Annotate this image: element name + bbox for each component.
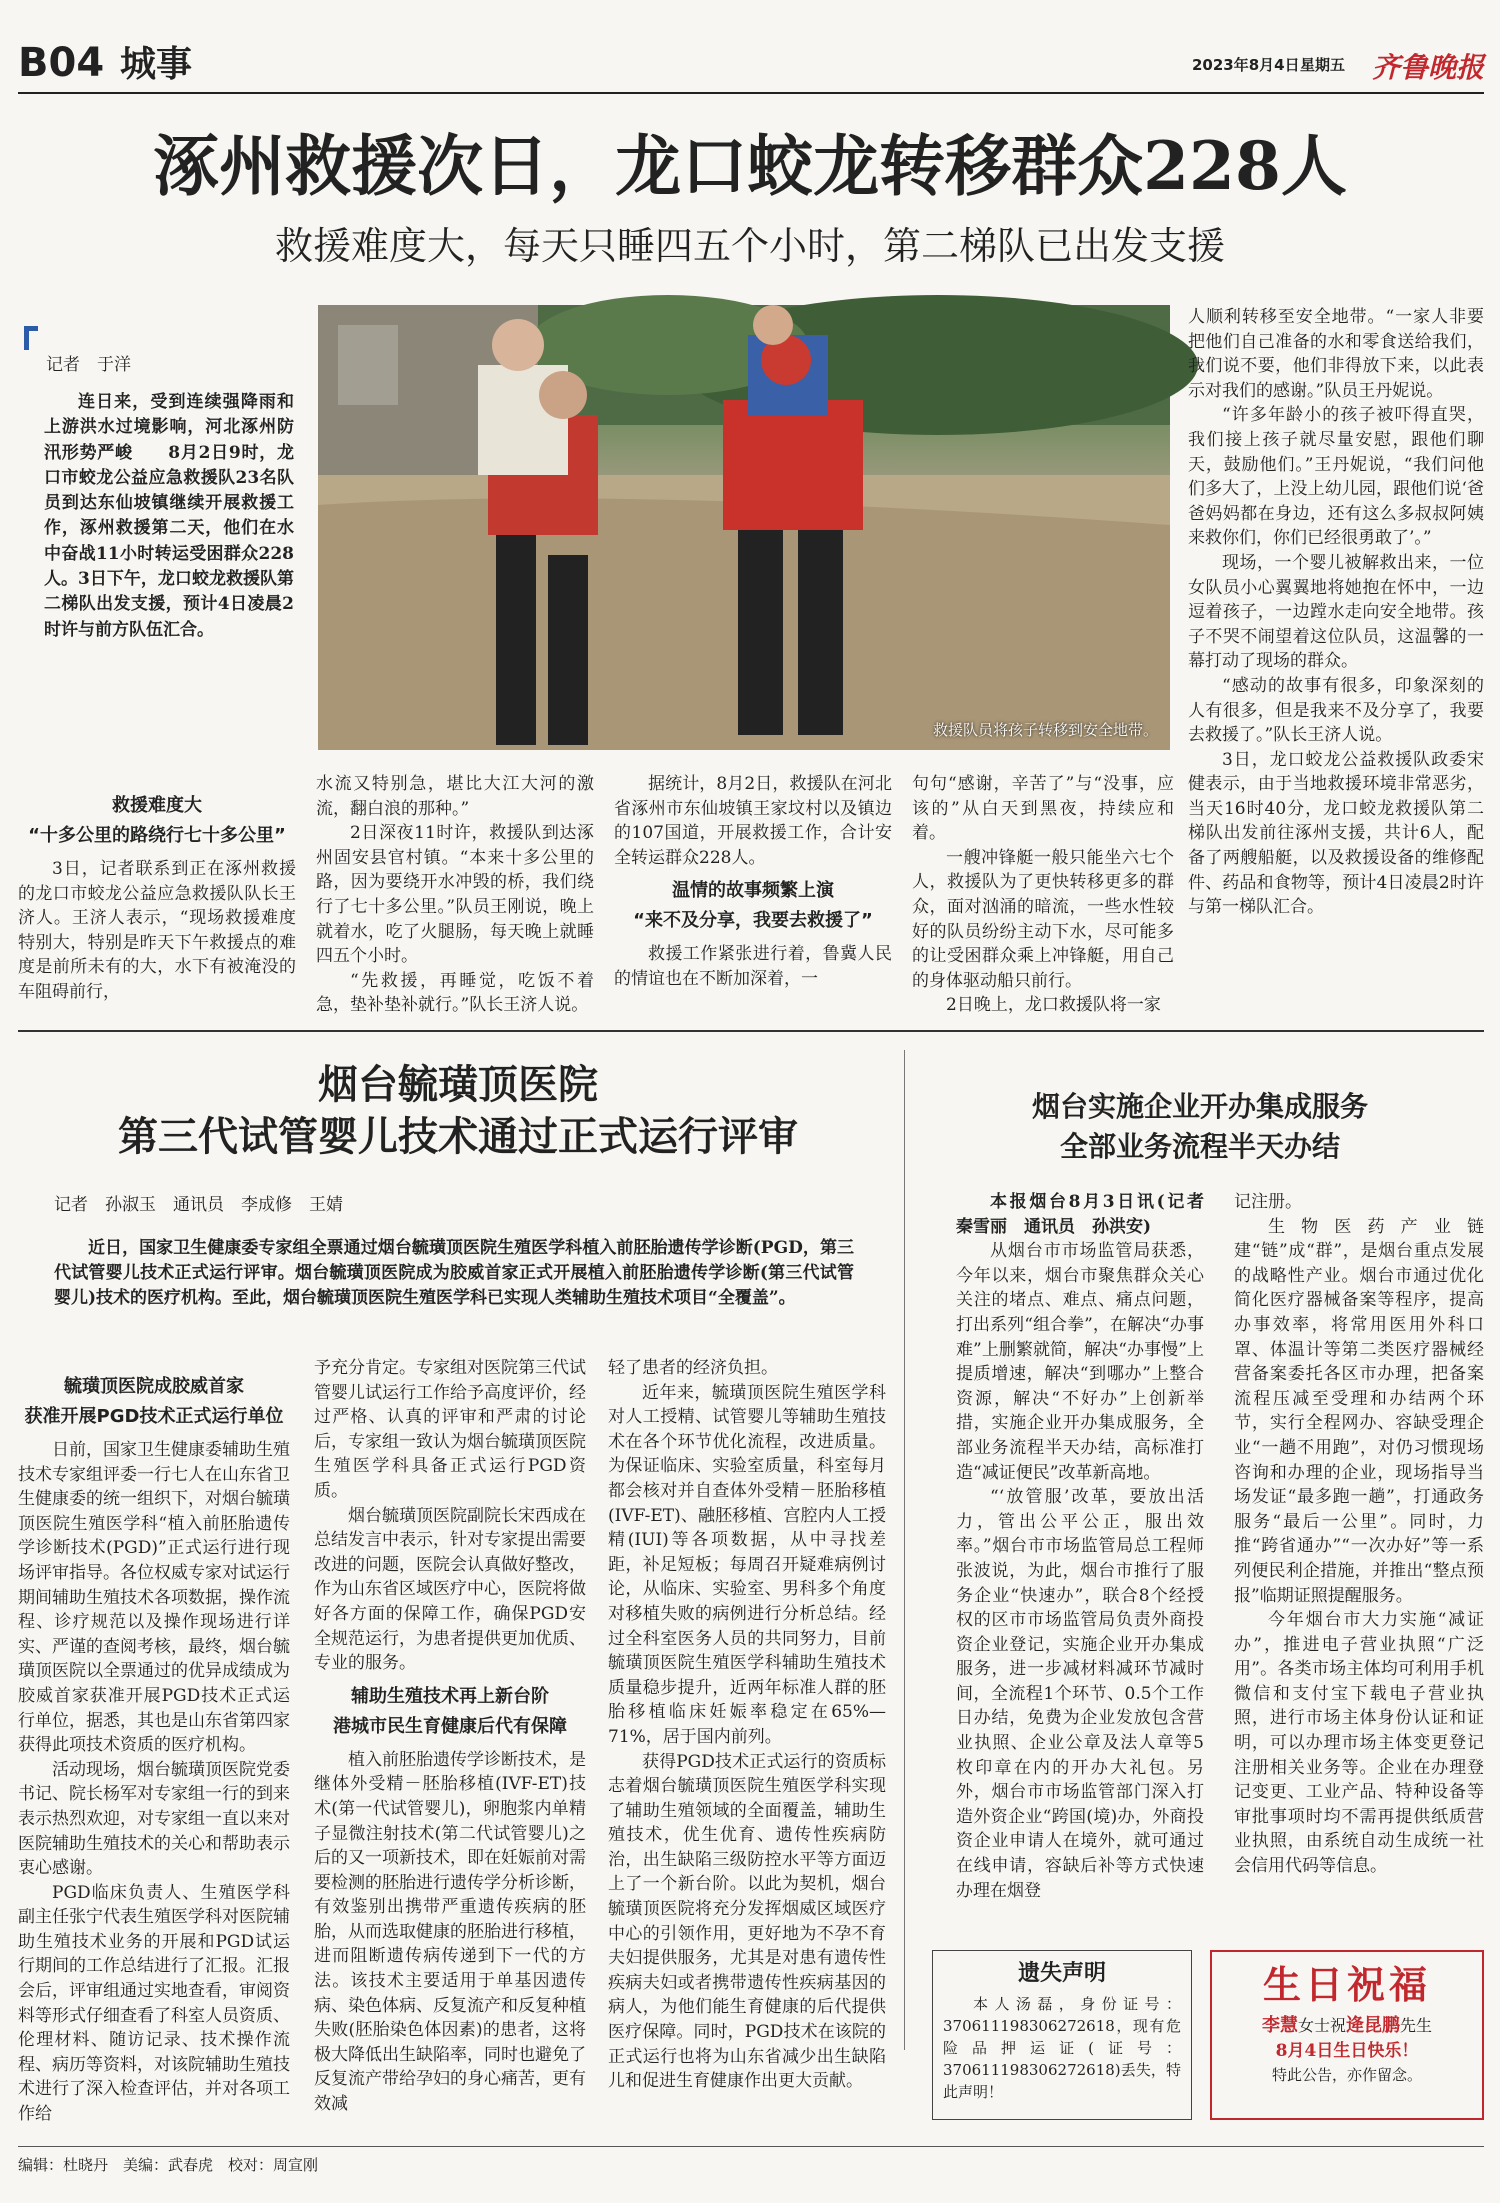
article1-col4 [912, 772, 1174, 1017]
article1-right-p1: 人顺利转移至安全地带。“一家人非要把他们自己准备的水和零食送给我们，我们说不要，他们非得放下来，以此表示对我们的感谢。”队员王丹妮说。 [1188, 307, 1484, 401]
article1-col2-p2: 2日深夜11时许，救援队到达涿州固安县官村镇。“本来十多公里的路，因为要绕开水冲毁的桥，我们绕行了七十多公里。”队员王刚说，晚上就着水，吃了火腿肠，每天晚上就睡四五个小时。 [316, 823, 594, 967]
article3-col2 [1234, 1190, 1484, 1910]
footer-editors: 编辑：杜晓丹 美编：武春虎 校对：周宣刚 [18, 2156, 319, 2174]
article2-sub2b: 港城市民生育健康后代有保障 [333, 1715, 567, 1737]
article1-col4-p2: 一艘冲锋艇一般只能坐六七个人，救援队为了更快转移更多的群众，面对汹涌的暗流，一些水性较好的队员纷纷主动下水，尽可能多的让受困群众乘上冲锋艇，用自己的身体驱动船只前行。 [912, 847, 1174, 991]
photo-illustration [318, 305, 1170, 750]
article2-col1-p1: 日前，国家卫生健康委辅助生殖技术专家组评委一行七人在山东省卫生健康委的统一组织下，对烟台毓璜顶医院生殖医学科“植入前胚胎遗传学诊断技术(PGD)”正式运行进行现场评审指导。各位权威专家对试运行期间辅助生殖技术各项数据，操作流程、诊疗规范以及操作现场进行详实、严谨的查阅考核，最终，烟台毓璜顶医院以全票通过的优异成绩成为胶威首家获准开展PGD技术正式运行单位，据悉，其也是山东省第四家获得此项技术资质的医疗机构。 [18, 1440, 290, 1756]
birthday-line2: 8月4日生日快乐！ [1275, 2041, 1419, 2061]
article1-rule [18, 1030, 1484, 1032]
article1-right-p3: 现场，一个婴儿被解救出来，一位女队员小心翼翼地将她抱在怀中，一边逗着孩子，一边蹚水走向安全地带。孩子不哭不闹望着这位队员，这温馨的一幕打动了现场的群众。 [1188, 552, 1484, 672]
article3-col1 [956, 1190, 1221, 1910]
article1-lead-text: 连日来，受到连续强降雨和上游洪水过境影响，河北涿州防汛形势严峻 8月2日9时，龙口市蛟龙公益应急救援队23名队员到达东仙坡镇继续开展救援工作，涿州救援第二天，他们在水中奋战11小时转运受困群众228人。3日下午，龙口蛟龙救援队第二梯队出发支援，预计4日凌晨2时许与前方队伍汇合。 [44, 392, 294, 640]
article2-col2-p2: 烟台毓璜顶医院副院长宋西成在总结发言中表示，针对专家提出需要改进的问题，医院会认真做好整改，作为山东省区域医疗中心，医院将做好各方面的保障工作，确保PGD安全规范运行，为患者提供更加优质、专业的服务。 [314, 1505, 586, 1674]
article2-col1-p2: 活动现场，烟台毓璜顶医院党委书记、院长杨军对专家组一行的到来表示热烈欢迎，对专家组一直以来对医院辅助生殖技术的关心和帮助表示衷心感谢。 [18, 1759, 290, 1879]
article2-col3 [608, 1356, 886, 2092]
article2-sub1a: 毓璜顶医院成胶威首家 [64, 1376, 244, 1397]
article3-col2-p3: 今年烟台市大力实施“减证办”，推进电子营业执照“广泛用”。各类市场主体均可利用手机微信和支付宝下载电子营业执照，进行市场主体身份认证和证明，可以办理市场主体变更登记注册相关业务等。企业在办理登记变更、工业产品、特种设备等审批事项时均不需再提供纸质营业执照，由系统自动生成统一社会信用代码等信息。 [1234, 1610, 1484, 1877]
article1-right-p4: “感动的故事有很多，印象深刻的人有很多，但是我来不及分享了，我要去救援了。”队长王济人说。 [1188, 675, 1484, 746]
article3-byline: 本报烟台8月3日讯(记者 秦雪丽 通讯员 孙洪安) [956, 1192, 1221, 1237]
article2-col1-p3: PGD临床负责人、生殖医学科副主任张宁代表生殖医学科对医院辅助生殖技术业务的开展和PGD试运行期间的工作总结进行了汇报。汇报会后，评审组通过实地查看，审阅资料等形式仔细查看了科室人员资质、伦理材料、随访记录、技术操作流程、病历等资料，对该院辅助生殖技术进行了深入检查评估，并对各项工作给 [18, 1882, 290, 2125]
article1-byline: 记者 于洋 [46, 355, 131, 375]
article1-title: 涿州救援次日，龙口蛟龙转移群众228人 [153, 127, 1347, 205]
column-divider [904, 1050, 905, 2050]
article2-sub1b: 获准开展PGD技术正式运行单位 [24, 1406, 284, 1427]
article2-col2-p1: 予充分肯定。专家组对医院第三代试管婴儿试运行工作给予高度评价，经过严格、认真的评审和严肃的讨论后，专家组一致认为烟台毓璜顶医院生殖医学科具备正式运行PGD资质。 [314, 1358, 586, 1501]
article1-right-p2: “许多年龄小的孩子被吓得直哭，我们接上孩子就尽量安慰，跟他们聊天，鼓励他们。”王丹妮说，“我们问他们多大了，上没上幼儿园，跟他们说‘爸爸妈妈都在身边，还有这么多叔叔阿姨来救你们，你们已经很勇敢了’。” [1188, 405, 1484, 549]
article2-col2-p3: 植入前胚胎遗传学诊断技术，是继体外受精－胚胎移植(IVF-ET)技术(第一代试管婴儿)，卵胞浆内单精子显微注射技术(第二代试管婴儿)之后的又一项新技术，即在妊娠前对需要检测的胚胎进行遗传学分析诊断，有效鉴别出携带严重遗传疾病的胚胎，从而选取健康的胚胎进行移植，进而阻断遗传病传递到下一代的方法。该技术主要适用于单基因遗传病、染色体病、反复流产和反复种植失败(胚胎染色体因素)的患者，这将极大降低出生缺陷率，同时也避免了反复流产带给孕妇的身心痛苦，更有效减 [314, 1749, 586, 2115]
article1-sub3a: 温情的故事频繁上演 [672, 880, 834, 902]
header-rule [18, 92, 1484, 94]
article3-col1-p2: “‘放管服’改革，要放出活力，管出公平公正，服出效率。”烟台市市场监管局总工程师张波说，为此，烟台市推行了服务企业“快速办”，联合8个经授权的区市市场监管局负责外商投资企业登记，实施企业开办集成服务，进一步减材料减环节减时间，全流程1个环节、0.5个工作日办结，免费为企业发放包含营业执照、企业公章及法人章等5枚印章在内的开办大礼包。另外，烟台市市场监管部门深入打造外资企业“跨国(境)办，外商投资企业申请人在境外，就可通过在线申请，容缺后补等方式快速办理在烟登 [956, 1487, 1204, 1901]
article1-col3-p1: 据统计，8月2日，救援队在河北省涿州市东仙坡镇王家坟村以及镇边的107国道，开展救援工作，合计安全转运群众228人。 [614, 774, 892, 868]
birthday-name1: 李慧 [1261, 2015, 1298, 2036]
birthday-title: 生日祝福 [1262, 1962, 1431, 2007]
article2-title-line2: 第三代试管婴儿技术通过正式运行评审 [118, 1113, 798, 1160]
article3-col2-p1: 记注册。 [1234, 1192, 1302, 1212]
article2-col2 [314, 1356, 586, 2115]
birthday-line3: 特此公告，亦作留念。 [1271, 2066, 1422, 2084]
birthday-end: 先生 [1400, 2016, 1433, 2035]
birthday-mid: 女士祝 [1297, 2016, 1346, 2035]
article1-lead [44, 390, 294, 710]
article1-col4-p1: 句句“感谢，辛苦了”与“没事，应该的”从白天到黑夜，持续应和着。 [912, 774, 1174, 844]
birthday-line1 [1220, 2014, 1474, 2038]
article1-subtitle: 救援难度大，每天只睡四五个小时，第二梯队已出发支援 [274, 224, 1225, 268]
birthday-name2: 逄昆鹏 [1346, 2015, 1400, 2036]
article1-col1 [18, 785, 296, 1015]
article1-col3 [614, 772, 892, 1017]
rescue-photo [318, 305, 1170, 750]
article1-col2-p3: “先救援，再睡觉，吃饭不着急，垫补垫补就行。”队长王济人说。 [316, 970, 594, 1016]
section-name: 城事 [120, 44, 193, 85]
issue-weekday: 星期五 [1300, 56, 1346, 74]
article1-col4-p3: 2日晚上，龙口救援队将一家 [946, 995, 1161, 1016]
article3-title-line2: 全部业务流程半天办结 [1059, 1130, 1340, 1163]
article1-col2 [316, 772, 594, 1017]
byline-bracket [24, 326, 38, 350]
article1-col3-p2: 救援工作紧张进行着，鲁冀人民的情谊也在不断加深着，一 [614, 944, 892, 989]
page-code: B04 [18, 40, 105, 86]
article1-right-col [1188, 305, 1484, 1015]
article2-col1 [18, 1366, 290, 2125]
article2-col3-p2: 近年来，毓璜顶医院生殖医学科对人工授精、试管婴儿等辅助生殖技术在各个环节优化流程，改进质量。为保证临床、实验室质量，科室每月都会核对并自查体外受精－胚胎移植(IVF-ET)、融胚移植、宫腔内人工授精(IUI)等各项数据，从中寻找差距，补足短板；每周召开疑难病例讨论，从临床、实验室、男科多个角度对移植失败的病例进行分析总结。经过全科室医务人员的共同努力，目前毓璜顶医院生殖医学科辅助生殖技术质量稳步提升，近两年标准人群的胚胎移植临床妊娠率稳定在65%—71%，居于国内前列。 [608, 1382, 886, 1747]
issue-date: 2023年8月4日 [1192, 56, 1300, 74]
article3-col1-p1: 从烟台市市场监管局获悉，今年以来，烟台市聚焦群众关心关注的堵点、难点、痛点问题，打出系列“组合拳”，在解决“办事难”上删繁就简，解决“办事慢”上提质增速，解决“到哪办”上整合资源，解决“不好办”上创新举措，实施企业开办集成服务，全部业务流程半天办结，高标准打造“减证便民”改革新高地。 [956, 1241, 1204, 1483]
birthday-box [1210, 1950, 1484, 2120]
article2-lead-text: 近日，国家卫生健康委专家组全票通过烟台毓璜顶医院生殖医学科植入前胚胎遗传学诊断(PGD，第三代试管婴儿技术正式运行评审。烟台毓璜顶医院成为胶威首家正式开展植入前胚胎遗传学诊断(第三代试管婴儿)技术的医疗机构。至此，烟台毓璜顶医院生殖医学科已实现人类辅助生殖技术项目“全覆盖”。 [54, 1238, 854, 1308]
article1-col2-p1: 水流又特别急，堪比大江大河的激流，翻白浪的那种。” [316, 774, 594, 819]
article1-sub1b: “十多公里的路绕行七十多公里” [28, 825, 286, 846]
lost-notice-box [932, 1950, 1192, 2120]
article2-lead [54, 1236, 854, 1336]
footer-rule [18, 2146, 1484, 2147]
article1-col1-text: 3日，记者联系到正在涿州救援的龙口市蛟龙公益应急救援队队长王济人。王济人表示，“现场救援难度特别大，特别是昨天下午救援点的难度是前所未有的大，水下有被淹没的车阻碍前行， [18, 859, 296, 1002]
article2-col3-p1: 轻了患者的经济负担。 [608, 1358, 778, 1378]
photo-caption: 救援队员将孩子转移到安全地带。 [932, 721, 1158, 739]
article1-right-p5: 3日，龙口蛟龙公益救援队政委宋健表示，由于当地救援环境非常恶劣，当天16时40分，龙口蛟龙救援队第二梯队出发前往涿州支援，共计6人，配备了两艘船艇，以及救援设备的维修配件、药品和食物等，预计4日凌晨2时许与第一梯队汇合。 [1188, 749, 1484, 918]
article2-col3-p3: 获得PGD技术正式运行的资质标志着烟台毓璜顶医院生殖医学科实现了辅助生殖领域的全面覆盖，辅助生殖技术，优生优育、遗传性疾病防治，出生缺陷三级防控水平等方面迈上了一个新台阶。以此为契机，烟台毓璜顶医院将充分发挥烟威区域医疗中心的引领作用，更好地为不孕不育夫妇提供服务，尤其是对患有遗传性疾病夫妇或者携带遗传性疾病基因的病人，为他们能生育健康的后代提供医疗保障。同时，PGD技术在该院的正式运行也将为山东省减少出生缺陷儿和促进生育健康作出更大贡献。 [608, 1751, 886, 2092]
article3-title-line1: 烟台实施企业开办集成服务 [1031, 1090, 1368, 1123]
lost-notice-title: 遗失声明 [1017, 1961, 1106, 1986]
article2-sub2a: 辅助生殖技术再上新台阶 [351, 1685, 549, 1707]
article2-byline: 记者 孙淑玉 通讯员 李成修 王婧 [54, 1195, 343, 1215]
article1-sub1a: 救援难度大 [112, 795, 202, 816]
article1-sub3b: “来不及分享，我要去救援了” [633, 910, 873, 932]
article3-col2-p2: 生物医药产业链建“链”成“群”，是烟台重点发展的战略性产业。烟台市通过优化简化医疗器械备案等程序，提高办事效率，将常用医用外科口罩、体温计等第二类医疗器械经营备案委托各区市办理，把备案流程压减至受理和办结两个环节，实行全程网办、容缺受理企业“一趟不用跑”，对仍习惯现场咨询和办理的企业，现场指导当场发证“最多跑一趟”，打通政务服务“最后一公里”。同时，力推“跨省通办”“一次办好”等一系列便民利企措施，并推出“整点预报”临期证照提醒服务。 [1234, 1216, 1484, 1606]
paper-logo: 齐鲁晚报 [1372, 51, 1485, 84]
article2-title-line1: 烟台毓璜顶医院 [318, 1061, 598, 1108]
lost-notice-body: 本人汤磊，身份证号：370611198306272618，现有危险品押运证(证号：370611198306272618)丢失，特此声明！ [943, 1995, 1181, 2101]
